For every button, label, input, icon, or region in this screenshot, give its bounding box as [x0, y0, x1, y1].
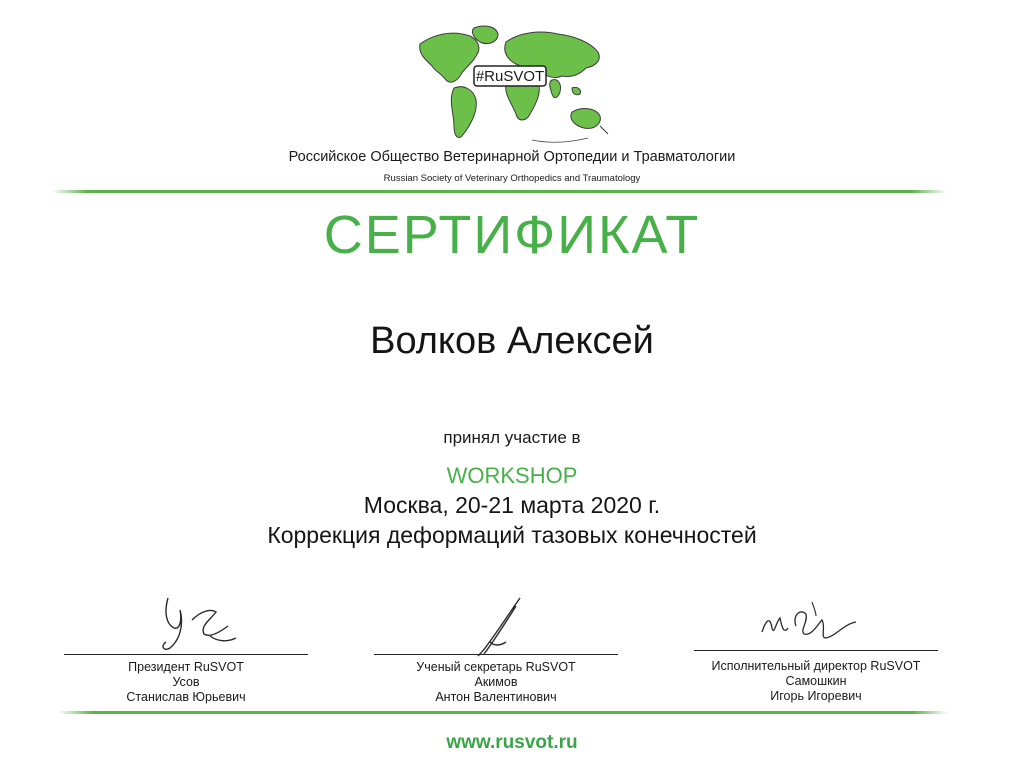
event-place-date: Москва, 20-21 марта 2020 г. — [363, 492, 661, 518]
rusvot-logo — [412, 22, 618, 152]
signature-secretary — [460, 592, 540, 662]
signatory-executive-director — [694, 659, 938, 704]
signatory-secretary — [374, 660, 618, 705]
participation-text: принял участие в — [443, 428, 581, 447]
signatory-role: Исполнительный директор RuSVOT — [711, 659, 921, 673]
top-divider — [52, 190, 947, 193]
signatory-surname: Самошкин — [785, 674, 847, 688]
certificate-title: СЕРТИФИКАТ — [323, 205, 701, 265]
organization-name-ru: Российское Общество Ветеринарной Ортопедии и Травматологии — [288, 149, 736, 165]
signatory-given-names: Антон Валентинович — [435, 690, 557, 704]
signature-line-secretary — [374, 654, 618, 655]
signature-line-executive-director — [694, 650, 938, 651]
signatory-president — [64, 660, 308, 705]
signature-president — [140, 590, 250, 656]
signature-executive-director — [756, 598, 866, 648]
recipient-name: Волков Алексей — [370, 320, 654, 362]
signatory-surname: Акимов — [474, 675, 518, 689]
signatory-surname: Усов — [172, 675, 200, 689]
event-topic: Коррекция деформаций тазовых конечностей — [267, 522, 757, 548]
signatory-given-names: Игорь Игоревич — [770, 689, 862, 703]
signatory-given-names: Станислав Юрьевич — [126, 690, 246, 704]
signature-line-president — [64, 654, 308, 655]
bottom-divider — [58, 711, 948, 714]
organization-name-en: Russian Society of Veterinary Orthopedics and Traumatology — [383, 173, 641, 184]
event-type: WORKSHOP — [446, 463, 578, 488]
website-url: www.rusvot.ru — [446, 732, 578, 753]
signatory-role: Президент RuSVOT — [128, 660, 244, 674]
signatory-role: Ученый секретарь RuSVOT — [416, 660, 576, 674]
logo-hashtag: #RuSVOT — [475, 68, 545, 85]
